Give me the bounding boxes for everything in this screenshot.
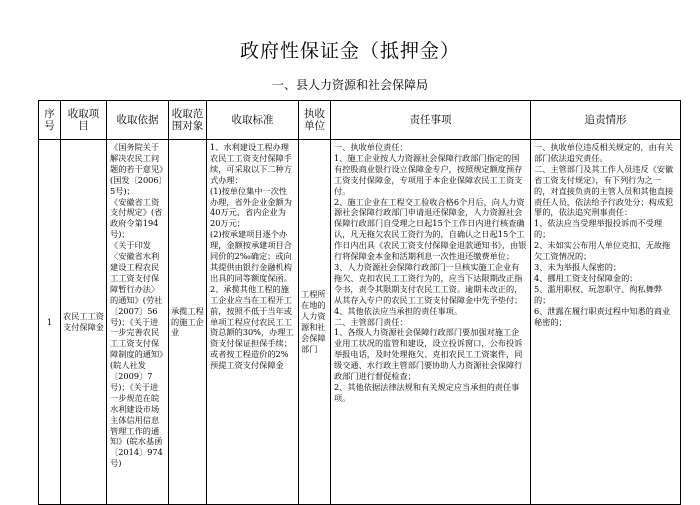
page-title: 政府性保证金（抵押金） xyxy=(239,40,460,62)
duty-line: 2、施工企业在工程交工验收合格6个月后，向人力资源社会保障行政部门申请退还保障金，人力资源社会保障行政部门自受理之日起15个工作日内进行核查确认，凡无拖欠农民工资行为的，自确认之日起15个工作日内出具《农民工资支付保障金退款通知书》，由银行将保障金本金和活期利息一次性退还缴费单位； xyxy=(334,196,527,262)
cell-duty xyxy=(331,140,531,505)
accountability-line: 4、挪用工资支付保障金的； xyxy=(534,272,638,283)
accountability-line: 3、未为举报人保密的； xyxy=(534,261,622,272)
header-duty: 责任事项 xyxy=(331,101,531,140)
duty-line: 4、其他依法应当承担的责任事项。 xyxy=(334,305,463,316)
header-unit: 执收单位 xyxy=(299,101,331,140)
cell-standard xyxy=(207,140,299,505)
accountability-line: 1、依法应当受理举报投诉而不受理的； xyxy=(534,218,663,240)
standard-line: (1)按单位集中一次性办理，省外企业金额为40万元、省内企业为20万元； xyxy=(210,185,292,229)
accountability-line: 6、泄露在履行职责过程中知悉的商业秘密的； xyxy=(534,305,671,327)
duty-line: 3、人力资源社会保障行政部门一旦核实施工企业有拖欠、克扣农民工工资行为的，应当下达限期改正指令书，责令其限期支付农民工工资。逾期未改正的，从其存入专户的农民工工资支付保障金中先予垫付； xyxy=(334,261,523,305)
header-index: 序号 xyxy=(39,101,61,140)
duty-line: 1、施工企业按人力资源社会保障行政部门指定的国有控股商业银行设立保障金专户，按照规定额度预存工资支付保障金，专项用于本企业保障农民工工资支付。 xyxy=(334,152,523,196)
basis-line: 《关于印发〈安徽省水利建设工程农民工工资支付保障暂行办法〉的通知》(劳社〔2007〕56号)；《关于进一步完善农民工工资支付保障制度的通知》(皖人社发〔2009〕7号)；《关于进一步规范在皖水利建设市场主体信用信息管理工作的通知》(皖水基函〔2014〕974号) xyxy=(110,240,164,469)
duty-line: 1、各级人力资源社会保障行政部门要加强对施工企业用工状况的监管和建设，设立投诉窗口，公布投诉举报电话，及时处理拖欠、克扣农民工工资案件，同级交通、水行政主管部门要协助人力资源社会保障行政部门进行督促检查； xyxy=(334,327,523,382)
header-accountability: 追责情形 xyxy=(531,101,681,140)
cell-accountability xyxy=(531,140,681,505)
duty-line: 2、其他依据法律法规和有关规定应当承担的责任事项。 xyxy=(334,381,520,403)
table-header-row xyxy=(39,101,681,140)
cell-item: 农民工工资支付保障金 xyxy=(61,140,107,505)
accountability-line: 一、执收单位违反相关规定的，由有关部门依法追究责任。 xyxy=(534,142,674,163)
guarantee-table xyxy=(38,100,681,505)
table-row xyxy=(39,140,681,505)
standard-line: (2)按承建项目逐个办理，金额按承建项目合同价的2‰确定；或向其提供由银行金融机构出具的同等额度保函。 xyxy=(210,229,292,283)
header-standard: 收取标准 xyxy=(207,101,299,140)
accountability-line: 二、主管部门及其工作人员违反《安徽省工资支付规定》，有下列行为之一的，对直接负责的主管人员和其他直接责任人员，依法给予行政处分；构成犯罪的，依法追究刑事责任： xyxy=(534,163,674,218)
cell-scope: 承揽工程的施工企业 xyxy=(169,140,207,505)
duty-line: 一、执收单位责任： xyxy=(334,142,408,152)
basis-line: 《国务院关于解决农民工问题的若干意见》(国发〔2006〕5号)； xyxy=(110,142,164,196)
cell-basis xyxy=(107,140,169,505)
standard-line: 2、承揽其他工程的施工企业应当在工程开工前，按照不低于当年或单项工程应付农民工工资总额的30%，办理工资支付保证担保手续；或者按工程造价的2%预提工资支付保障金 xyxy=(210,283,294,371)
header-basis: 收取依据 xyxy=(107,101,169,140)
duty-line: 二、主管部门责任： xyxy=(334,316,408,327)
section-subtitle: 一、县人力资源和社会保障局 xyxy=(271,78,428,92)
header-item: 收取项目 xyxy=(61,101,107,140)
header-scope: 收取范围对象 xyxy=(169,101,207,140)
cell-unit: 工程所在地的人力资源和社会保障部门 xyxy=(299,140,331,505)
basis-line: 《安徽省工资支付规定》(省政府令第194号)； xyxy=(110,196,163,240)
accountability-line: 5、滥用职权、玩忽职守、徇私舞弊的； xyxy=(534,283,663,305)
standard-line: 1、水利建设工程办理农民工工资支付保障手续，可采取以下二种方式办理： xyxy=(210,142,292,185)
cell-index: 1 xyxy=(39,140,61,505)
accountability-line: 2、未如实公布用人单位克扣、无故拖欠工资情况的； xyxy=(534,240,671,262)
